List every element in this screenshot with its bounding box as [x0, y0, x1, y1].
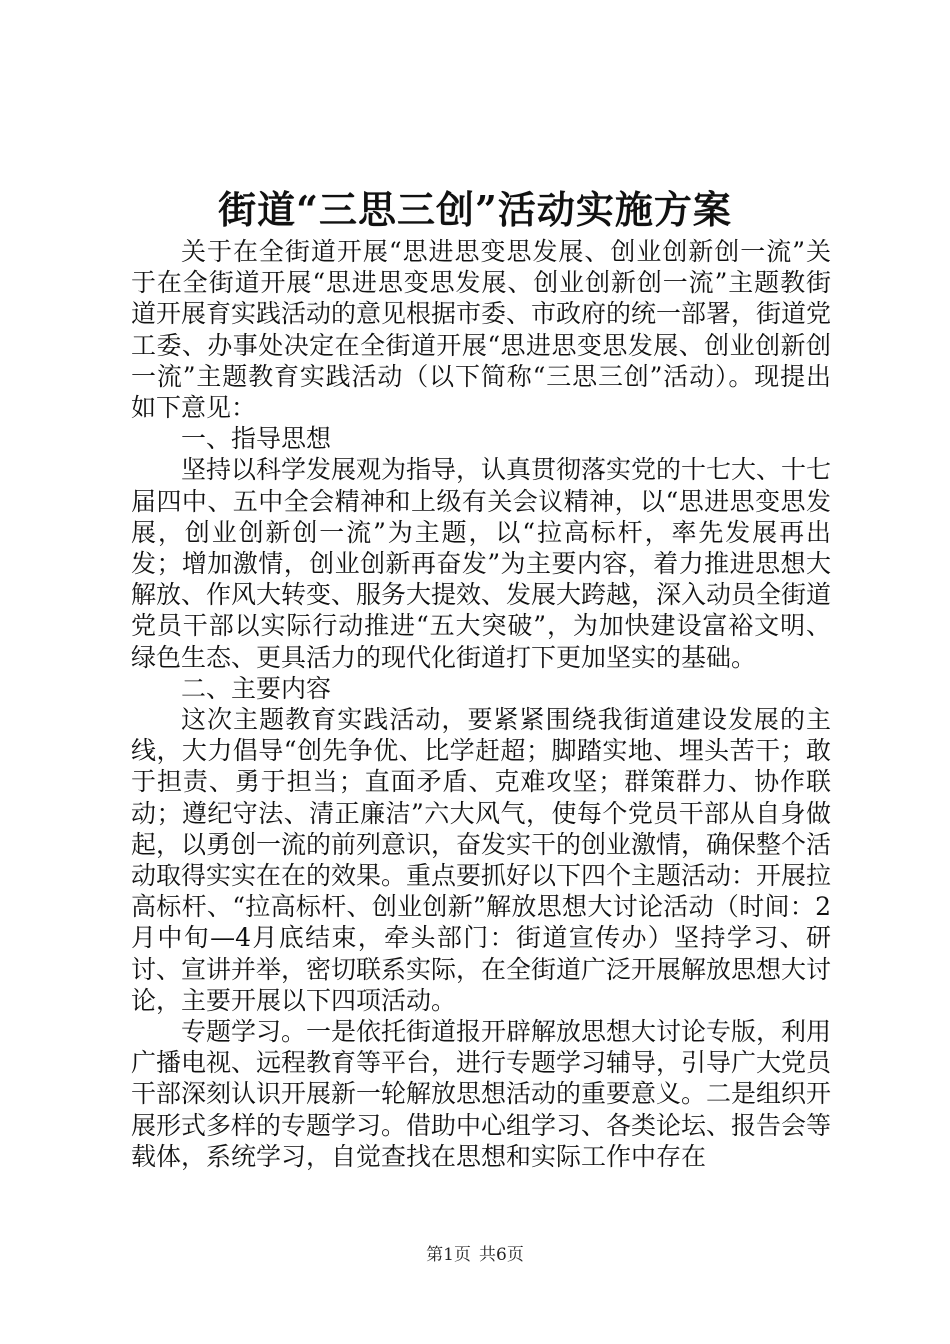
paragraph-guiding-ideology: 坚持以科学发展观为指导，认真贯彻落实党的十七大、十七届四中、五中全会精神和上级有关会议精神，以“思进思变思发展，创业创新创一流”为主题，以“拉高标杆，率先发展再出发；增加激情，创业创新再奋发”为主要内容，着力推进思想大解放、作风大转变、服务大提效、发展大跨越，深入动员全街道党员干部以实际行动推进“五大突破”，为加快建设富裕文明、绿色生态、更具活力的现代化街道打下更加坚实的基础。: [131, 455, 832, 672]
document-body: [131, 236, 831, 1172]
paragraph-special-study: 专题学习。一是依托街道报开辟解放思想大讨论专版，利用广播电视、远程教育等平台，进行专题学习辅导，引导广大党员干部深刻认识开展新一轮解放思想活动的重要意义。二是组织开展形式多样的专题学习。借助中心组学习、各类论坛、报告会等载体，系统学习，自觉查找在思想和实际工作中存在: [131, 1017, 832, 1171]
page-number-total: 共6页: [479, 1245, 524, 1265]
paragraph-intro: 关于在全街道开展“思进思变思发展、创业创新创一流”关于在全街道开展“思进思变思发展、创业创新创一流”主题教街道开展育实践活动的意见根据市委、市政府的统一部署，街道党工委、办事处决定在全街道开展“思进思变思发展、创业创新创一流”主题教育实践活动（以下简称“三思三创”活动）。现提出如下意见：: [131, 237, 832, 423]
section-heading-guiding-ideology: 一、指导思想: [181, 424, 332, 454]
page-number-current: 第1页: [426, 1245, 471, 1265]
page-footer: [0, 1244, 950, 1266]
document-title: 街道“三思三创”活动实施方案: [218, 187, 732, 232]
paragraph-main-content: 这次主题教育实践活动，要紧紧围绕我街道建设发展的主线，大力倡导“创先争优、比学赶超；脚踏实地、埋头苦干；敢于担责、勇于担当；直面矛盾、克难攻坚；群策群力、协作联动；遵纪守法、清正廉洁”六大风气，使每个党员干部从自身做起，以勇创一流的前列意识，奋发实干的创业激情，确保整个活动取得实实在在的效果。重点要抓好以下四个主题活动：开展拉高标杆、“拉高标杆、创业创新”解放思想大讨论活动（时间：2月中旬—4月底结束，牵头部门：街道宣传办）坚持学习、研讨、宣讲并举，密切联系实际，在全街道广泛开展解放思想大讨论，主要开展以下四项活动。: [131, 705, 832, 1015]
section-heading-main-content: 二、主要内容: [181, 673, 332, 703]
